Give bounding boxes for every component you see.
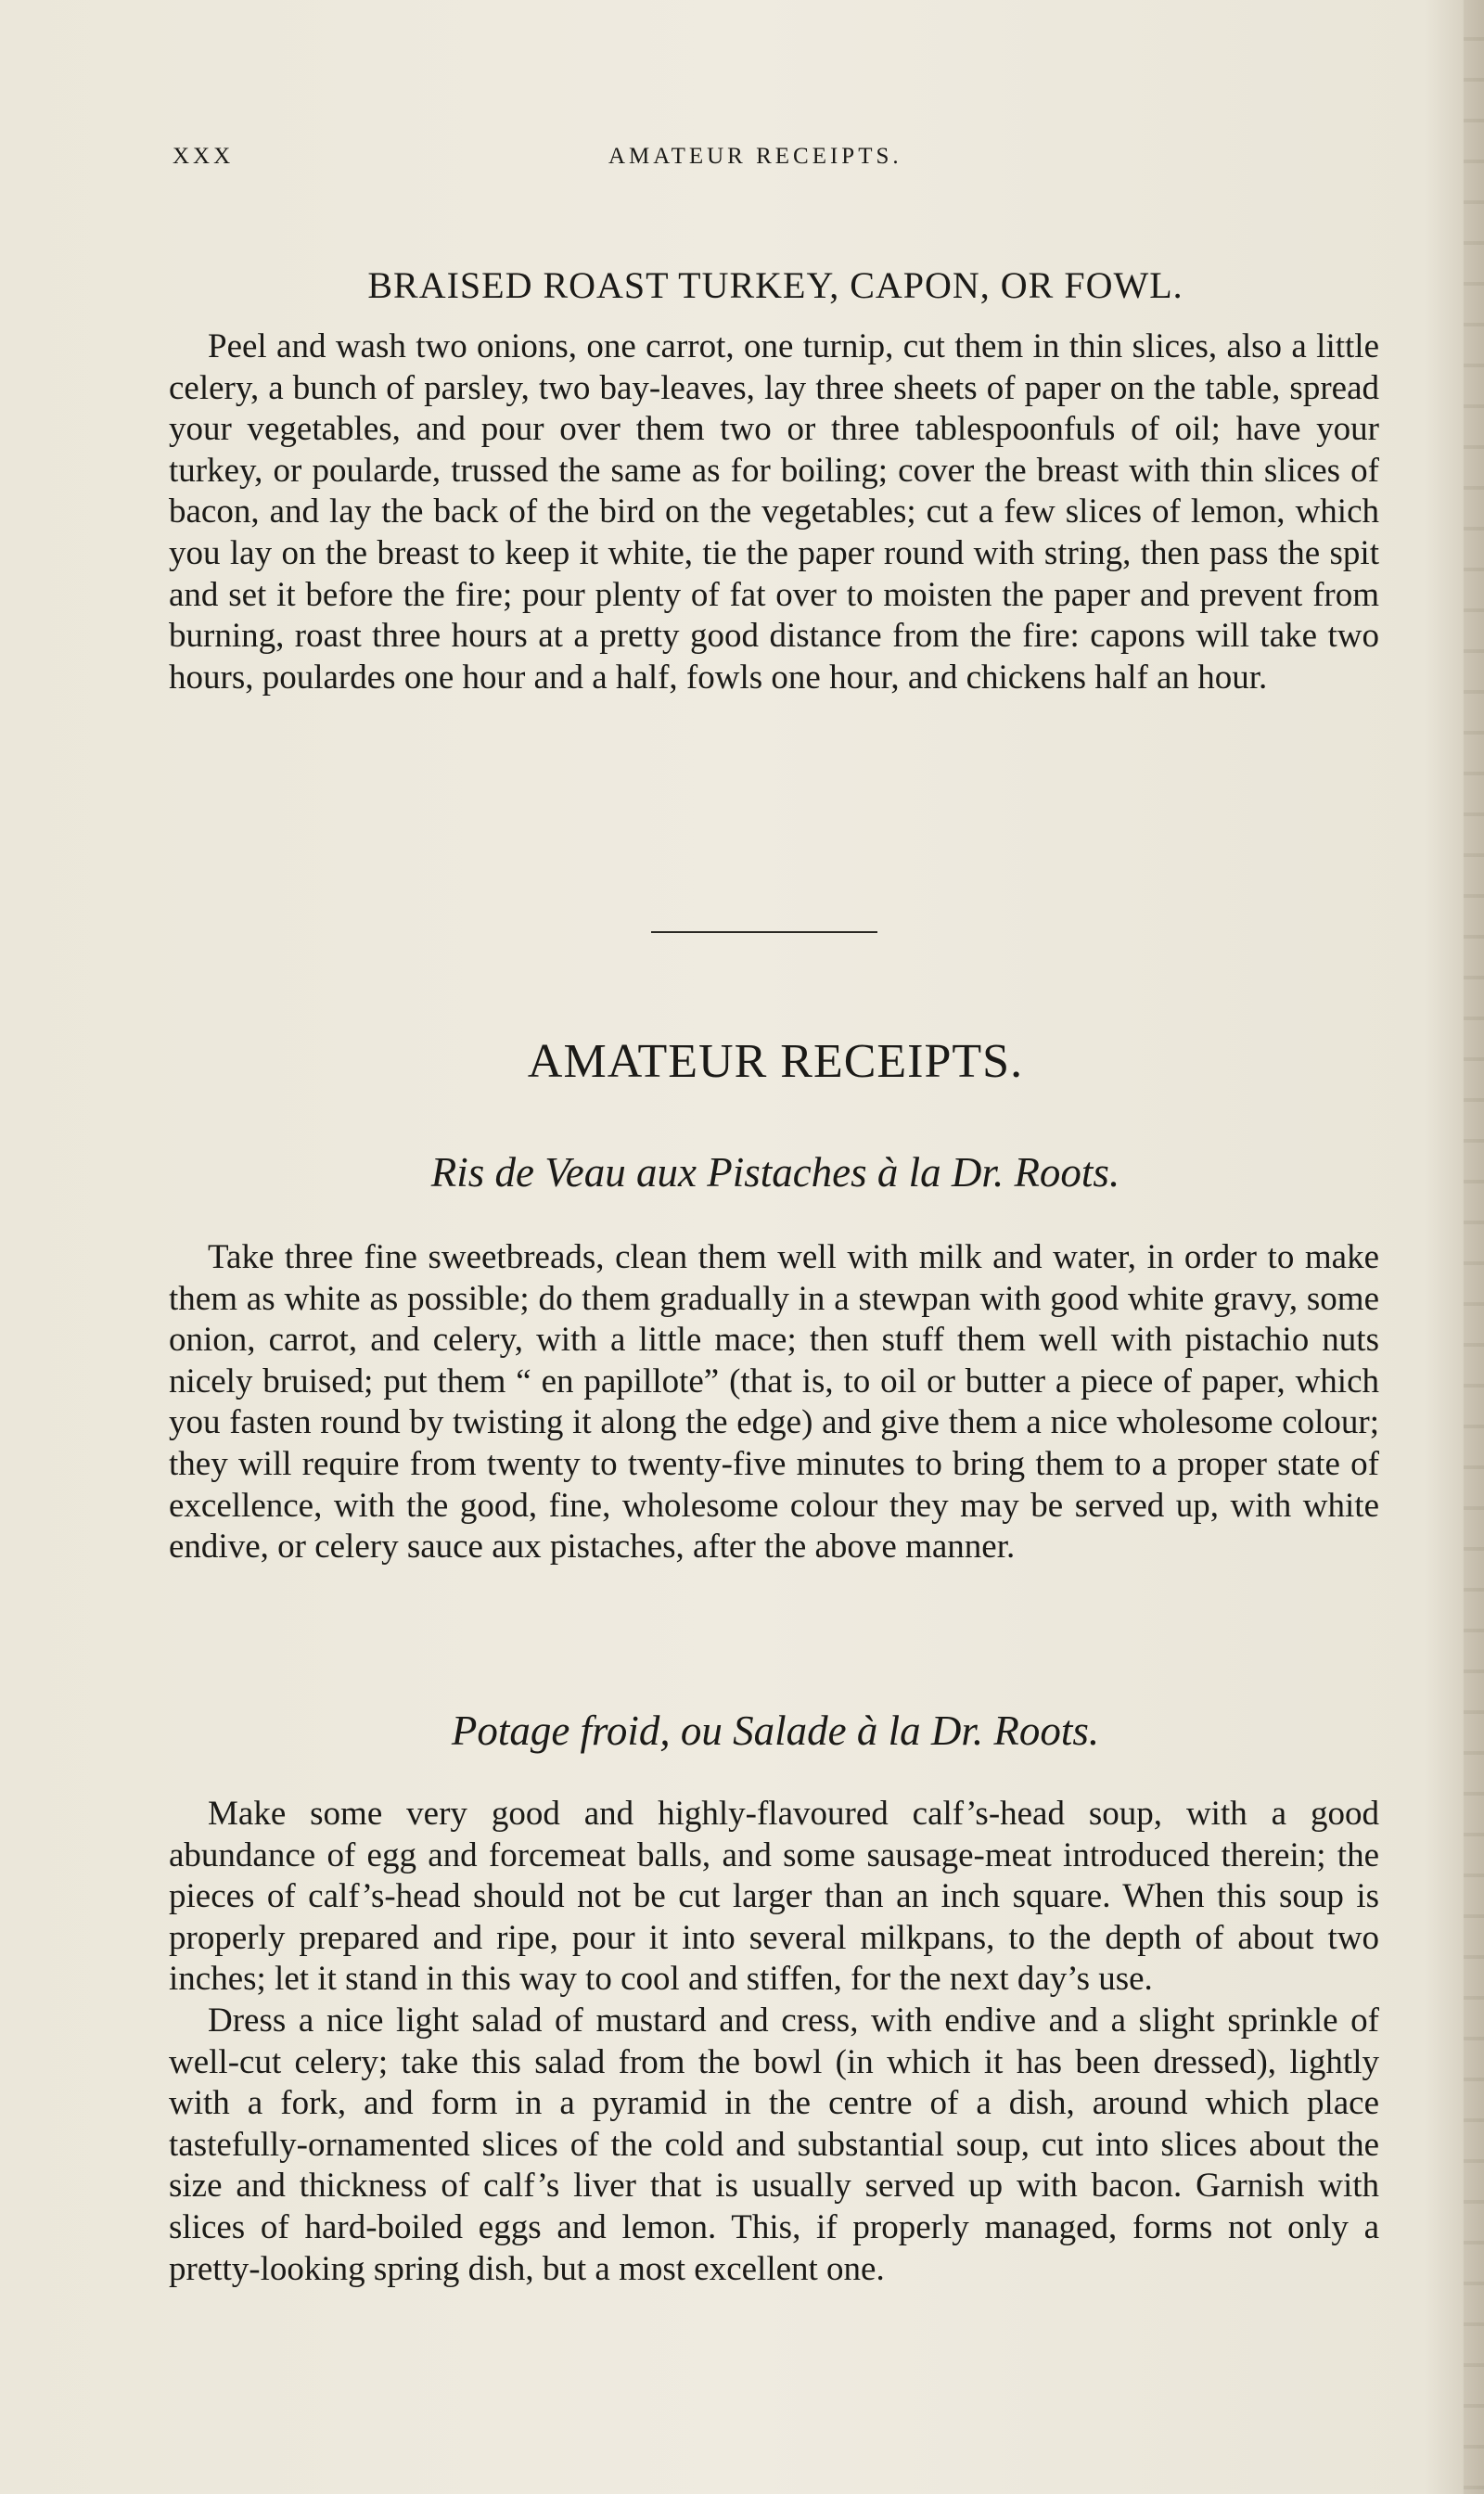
- running-title: AMATEUR RECEIPTS.: [608, 144, 902, 169]
- ris-de-veau-text: [169, 1237, 1379, 1568]
- paragraph: Dress a nice light salad of mustard and cress, with endive and a slight sprinkle of well-cut celery; take this salad from the bowl (in which it has been dressed), lightly with a fork, and form in a pyramid in the centre of a dish, around which place tastefully-ornamented slices of the cold and substantial soup, cut into slices about the size and thickness of calf’s liver that is usually served up with bacon. Garnish with slices of hard-boiled eggs and lemon. This, if properly managed, forms not only a pretty-looking spring dish, but a most excellent one.: [169, 2001, 1379, 2288]
- recipe-title-ris-de-veau: Ris de Veau aux Pistaches à la Dr. Roots.: [430, 1149, 1120, 1196]
- running-header: [173, 144, 1286, 181]
- section-divider: [651, 931, 877, 933]
- paragraph: Take three fine sweetbreads, clean them well with milk and water, in order to make them as white as possible; do them gradually in a stewpan with good white gravy, some onion, carrot, and celery, with a little mace; then stuff them well with pistachio nuts nicely bruised; put them “ en papillote” (that is, to oil or butter a piece of paper, which you fasten round by twisting it along the edge) and give them a nice wholesome colour; they will require from twenty to twenty-five minutes to bring them to a proper state of excellence, with the good, fine, wholesome colour they may be served up, with white endive, or celery sauce aux pistaches, after the above manner.: [169, 1238, 1379, 1567]
- page-edge-shadow: [1464, 0, 1484, 2494]
- section-heading-amateur-receipts: AMATEUR RECEIPTS.: [527, 1035, 1024, 1088]
- paragraph: Make some very good and highly-flavoured calf’s-head soup, with a good abundance of egg and forcemeat balls, and some sausage-meat introduced therein; the pieces of calf’s-head should not be cut larger than an inch square. When this soup is properly prepared and ripe, pour it into several milkpans, to the depth of about two inches; let it stand in this way to cool and stiffen, for the next day’s use.: [169, 1795, 1379, 1999]
- braised-turkey-text: [169, 326, 1379, 698]
- section-heading-braised-turkey: BRAISED ROAST TURKEY, CAPON, OR FOWL.: [367, 264, 1183, 306]
- paragraph: Peel and wash two onions, one carrot, one turnip, cut them in thin slices, also a little celery, a bunch of parsley, two bay-leaves, lay three sheets of paper on the table, spread your vegetables, and pour over them two or three tablespoonfuls of oil; have your turkey, or poularde, trussed the same as for boiling; cover the breast with thin slices of bacon, and lay the back of the bird on the vegetables; cut a few slices of lemon, which you lay on the breast to keep it white, tie the paper round with string, then pass the spit and set it before the fire; pour plenty of fat over to moisten the paper and prevent from burning, roast three hours at a pretty good distance from the fire: capons will take two hours, poulardes one hour and a half, fowls one hour, and chickens half an hour.: [169, 327, 1379, 697]
- recipe-title-potage-froid: Potage froid, ou Salade à la Dr. Roots.: [451, 1707, 1100, 1754]
- page-number: XXX: [173, 144, 235, 169]
- potage-froid-text: [169, 1794, 1379, 2290]
